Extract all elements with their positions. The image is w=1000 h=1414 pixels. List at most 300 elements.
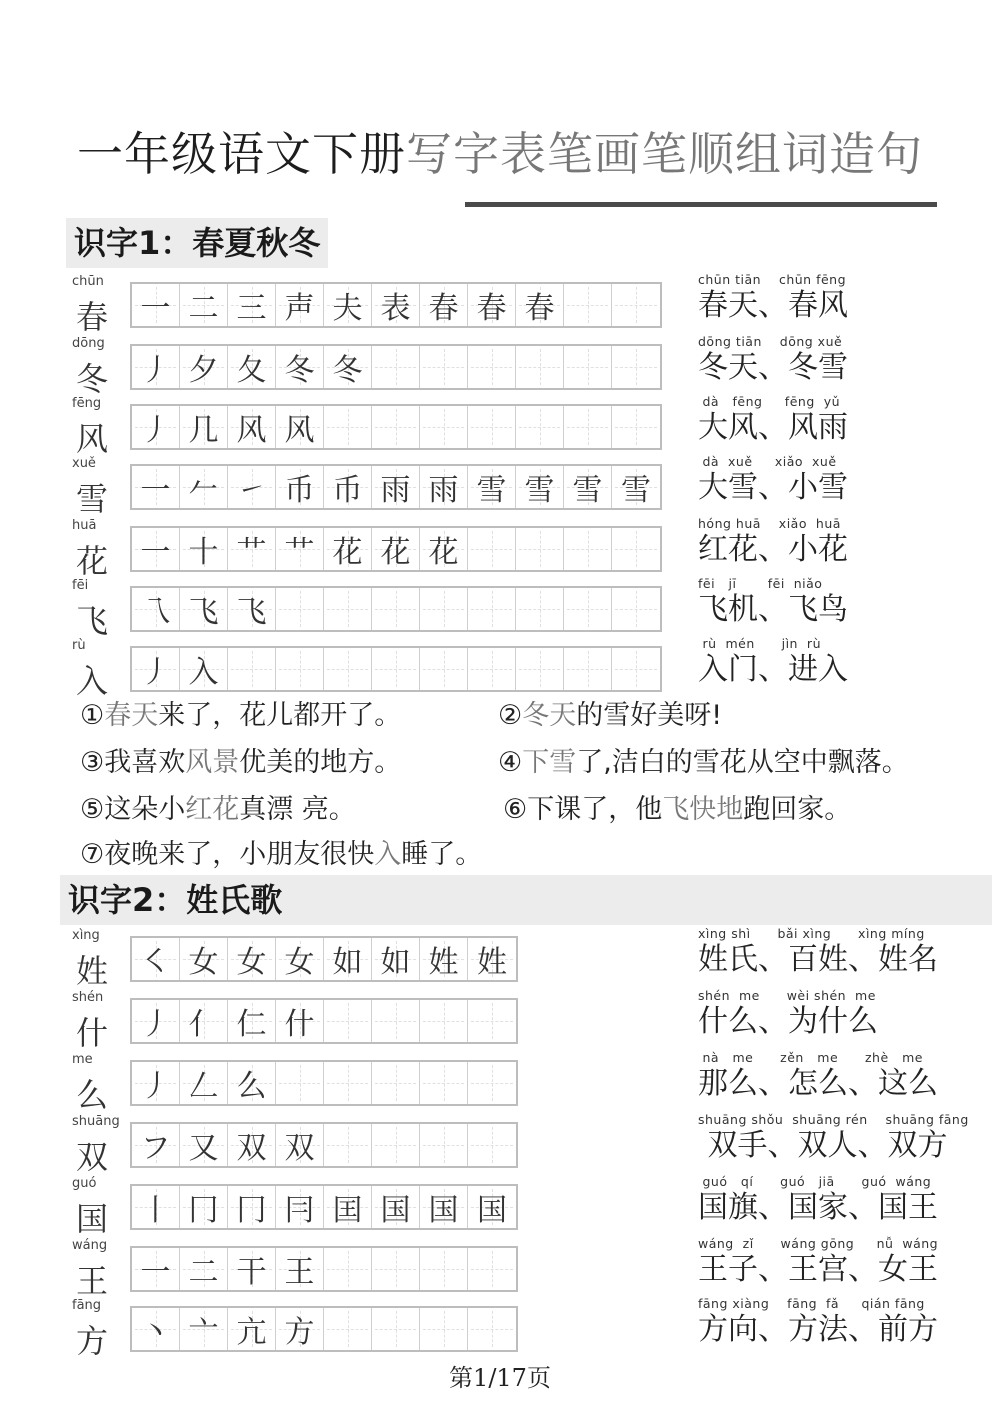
word-pinyin: guó qí guó jiā guó wáng: [698, 1174, 932, 1189]
sentence-hl: 红花: [185, 794, 240, 825]
stroke-step: 雪: [524, 473, 555, 508]
stroke-step: 丿: [140, 1069, 171, 1104]
stroke-cell: [324, 466, 372, 508]
stroke-cell: [276, 648, 324, 690]
stroke-cell: [468, 1248, 516, 1290]
lesson2-heading: 识字2：姓氏歌: [60, 875, 992, 925]
stroke-cell: [372, 528, 420, 570]
word-text: 双手、双人、双方: [698, 1128, 948, 1163]
stroke-cell: [420, 346, 468, 388]
stroke-cell: [276, 284, 324, 326]
stroke-step: 什: [284, 1007, 315, 1042]
stroke-cell: [420, 466, 468, 508]
char-pinyin: rù: [72, 638, 86, 653]
page-number: 第1/17页: [449, 1364, 551, 1392]
word-text: 大雪、小雪: [698, 470, 848, 505]
sentence-before: 夜晚来了，小朋友很快: [104, 839, 375, 870]
sentence-num: ④: [498, 747, 523, 778]
page-title: [0, 118, 1000, 184]
stroke-cell: [564, 284, 612, 326]
stroke-cell: [228, 1186, 276, 1228]
stroke-step: 亢: [236, 1315, 267, 1350]
stroke-grid: [130, 344, 662, 390]
char-label: 雪: [76, 480, 109, 518]
stroke-cell: [180, 1000, 228, 1042]
stroke-cell: [516, 406, 564, 448]
stroke-grid: [130, 404, 662, 450]
stroke-cell: [420, 284, 468, 326]
stroke-step: 王: [284, 1255, 315, 1290]
word-pinyin: fēi jī fēi niǎo: [698, 576, 823, 591]
stroke-step: 冂: [188, 1193, 219, 1228]
stroke-step: 冂: [236, 1193, 267, 1228]
stroke-cell: [516, 528, 564, 570]
char-label: 么: [76, 1076, 109, 1114]
char-pinyin: shuāng: [72, 1114, 120, 1129]
word-group: [698, 454, 848, 506]
stroke-cell: [372, 466, 420, 508]
word-text: 春天、春风: [698, 288, 848, 323]
stroke-cell: [372, 346, 420, 388]
stroke-step: 干: [236, 1255, 267, 1290]
sentence-hl: 春天: [104, 700, 159, 731]
stroke-cell: [468, 1124, 516, 1166]
example-sentence: [503, 787, 851, 826]
char-pinyin: fēi: [72, 578, 89, 593]
stroke-step: 冬: [284, 353, 315, 388]
word-pinyin: dōng tiān dōng xuě: [698, 334, 843, 349]
stroke-cell: [228, 1124, 276, 1166]
char-pinyin: shén: [72, 990, 104, 1005]
stroke-step: 夂: [236, 353, 267, 388]
stroke-cell: [564, 588, 612, 630]
stroke-cell: [324, 1062, 372, 1104]
sentence-after: 来了，花儿都开了。: [158, 700, 402, 731]
char-label: 国: [76, 1200, 109, 1238]
stroke-cell: [132, 1062, 180, 1104]
example-sentence: [80, 693, 401, 732]
stroke-step: 一: [140, 535, 171, 570]
stroke-cell: [612, 466, 660, 508]
stroke-cell: [276, 1000, 324, 1042]
sentence-num: ⑦: [80, 839, 105, 870]
stroke-cell: [324, 284, 372, 326]
stroke-cell: [276, 1124, 324, 1166]
char-pinyin: xìng: [72, 928, 100, 943]
stroke-cell: [180, 1248, 228, 1290]
stroke-cell: [564, 406, 612, 448]
word-text: 那么、怎么、这么: [698, 1066, 938, 1101]
stroke-step: 花: [332, 535, 363, 570]
stroke-cell: [276, 1186, 324, 1228]
stroke-cell: [324, 528, 372, 570]
char-pinyin: me: [72, 1052, 93, 1067]
stroke-step: 如: [380, 945, 411, 980]
stroke-cell: [420, 1000, 468, 1042]
sentence-num: ①: [80, 700, 105, 731]
stroke-grid: [130, 282, 662, 328]
word-group: [698, 394, 848, 446]
char-label: 入: [76, 662, 109, 700]
char-label: 风: [76, 420, 109, 458]
stroke-cell: [564, 528, 612, 570]
char-pinyin: fāng: [72, 1298, 102, 1313]
char-label: 花: [76, 542, 109, 580]
stroke-cell: [372, 284, 420, 326]
word-group: [698, 1174, 938, 1226]
sentence-hl: 飞快地: [662, 794, 744, 825]
stroke-step: 一: [140, 291, 171, 326]
word-text: 姓氏、百姓、姓名: [698, 942, 938, 977]
stroke-step: 雨: [380, 473, 411, 508]
stroke-cell: [228, 1000, 276, 1042]
stroke-cell: [228, 346, 276, 388]
sentence-hl: 风景: [185, 747, 240, 778]
char-label: 王: [76, 1262, 109, 1300]
stroke-step: 双: [236, 1131, 267, 1166]
stroke-cell: [612, 284, 660, 326]
stroke-cell: [372, 1062, 420, 1104]
sentence-after: 真漂 亮。: [239, 794, 356, 825]
stroke-step: 女: [236, 945, 267, 980]
stroke-step: 仁: [236, 1007, 267, 1042]
stroke-cell: [180, 648, 228, 690]
char-pinyin: dōng: [72, 336, 105, 351]
stroke-step: 么: [236, 1069, 267, 1104]
char-label: 春: [76, 298, 109, 336]
stroke-cell: [420, 648, 468, 690]
stroke-grid: [130, 464, 662, 510]
word-group: [698, 576, 848, 628]
stroke-step: 姓: [428, 945, 459, 980]
title-underline: [465, 202, 937, 207]
stroke-step: 囯: [332, 1193, 363, 1228]
stroke-cell: [468, 1186, 516, 1228]
word-group: [698, 516, 848, 568]
stroke-step: 国: [477, 1193, 507, 1228]
stroke-step: 二: [188, 291, 219, 326]
stroke-cell: [324, 346, 372, 388]
stroke-cell: [228, 466, 276, 508]
sentence-after: 了,洁白的雪花从空中飘落。: [576, 747, 909, 778]
word-pinyin: dà fēng fēng yǔ: [698, 394, 841, 409]
stroke-grid: [130, 526, 662, 572]
stroke-step: 国: [428, 1193, 459, 1228]
stroke-step: 姓: [477, 945, 507, 980]
stroke-cell: [468, 406, 516, 448]
stroke-step: 如: [332, 945, 363, 980]
char-label: 飞: [76, 602, 109, 640]
stroke-cell: [372, 1186, 420, 1228]
stroke-step: 风: [236, 413, 267, 448]
stroke-step: 飞: [188, 595, 219, 630]
stroke-step: 雨: [428, 473, 459, 508]
stroke-grid: [130, 998, 518, 1044]
stroke-cell: [372, 938, 420, 980]
stroke-cell: [228, 938, 276, 980]
stroke-step: 双: [284, 1131, 315, 1166]
stroke-cell: [468, 284, 516, 326]
stroke-step: 丿: [140, 413, 171, 448]
word-pinyin: chūn tiān chūn fēng: [698, 272, 847, 287]
stroke-step: 丿: [140, 353, 171, 388]
stroke-cell: [228, 1308, 276, 1350]
stroke-cell: [228, 1248, 276, 1290]
stroke-cell: [180, 1186, 228, 1228]
stroke-step: ㇀: [236, 473, 267, 508]
word-text: 大风、风雨: [698, 410, 848, 445]
stroke-cell: [468, 1000, 516, 1042]
stroke-step: 夕: [188, 353, 219, 388]
stroke-cell: [612, 528, 660, 570]
stroke-step: 十: [188, 535, 219, 570]
stroke-step: 女: [284, 945, 315, 980]
word-pinyin: xìng shì bǎi xìng xìng míng: [698, 926, 925, 941]
stroke-step: 飞: [236, 595, 267, 630]
stroke-cell: [372, 406, 420, 448]
word-text: 王子、王宫、女王: [698, 1252, 938, 1287]
stroke-cell: [180, 1124, 228, 1166]
sentence-after: 睡了。: [401, 839, 483, 870]
title-part1: 一年级语文下册: [77, 127, 406, 181]
stroke-cell: [324, 1308, 372, 1350]
word-group: [698, 1296, 938, 1348]
word-text: 红花、小花: [698, 532, 848, 567]
stroke-cell: [516, 648, 564, 690]
stroke-step: 春: [476, 291, 507, 326]
stroke-cell: [612, 648, 660, 690]
stroke-cell: [276, 1248, 324, 1290]
word-group: [698, 988, 878, 1040]
stroke-step: 冃: [284, 1193, 315, 1228]
stroke-step: 花: [380, 535, 411, 570]
sentence-num: ⑥: [503, 794, 528, 825]
stroke-step: 花: [428, 535, 459, 570]
char-label: 双: [76, 1138, 109, 1176]
word-text: 飞机、飞鸟: [698, 592, 848, 627]
stroke-cell: [420, 406, 468, 448]
stroke-cell: [420, 1062, 468, 1104]
word-text: 方向、方法、前方: [698, 1312, 938, 1347]
stroke-step: 方: [284, 1315, 315, 1350]
stroke-cell: [420, 1124, 468, 1166]
stroke-cell: [132, 1000, 180, 1042]
word-group: [698, 334, 848, 386]
stroke-step: 又: [188, 1131, 219, 1166]
stroke-step: 三: [236, 291, 267, 326]
lesson1-heading: 识字1：春夏秋冬: [66, 218, 328, 268]
stroke-step: 丨: [140, 1193, 171, 1228]
stroke-step: 丿: [140, 655, 171, 690]
stroke-step: 𠃋: [188, 1069, 219, 1104]
stroke-cell: [276, 528, 324, 570]
word-group: [698, 926, 938, 978]
sentence-num: ③: [80, 747, 105, 778]
stroke-step: フ: [140, 1131, 171, 1166]
stroke-cell: [132, 1186, 180, 1228]
word-pinyin: shuāng shǒu shuāng rén shuāng fāng: [698, 1112, 969, 1127]
stroke-cell: [324, 1000, 372, 1042]
sentence-before: 这朵小: [104, 794, 186, 825]
char-label: 方: [76, 1322, 109, 1360]
stroke-step: 夫: [332, 291, 363, 326]
stroke-cell: [228, 284, 276, 326]
word-pinyin: wáng zǐ wáng gōng nǚ wáng: [698, 1236, 939, 1251]
stroke-step: 艹: [284, 535, 315, 570]
stroke-cell: [132, 938, 180, 980]
stroke-cell: [564, 346, 612, 388]
stroke-cell: [180, 588, 228, 630]
stroke-cell: [276, 406, 324, 448]
stroke-cell: [276, 1062, 324, 1104]
sentence-before: 我喜欢: [104, 747, 186, 778]
stroke-step: 艹: [236, 535, 267, 570]
stroke-cell: [324, 1186, 372, 1228]
stroke-cell: [372, 1308, 420, 1350]
stroke-cell: [468, 648, 516, 690]
stroke-cell: [132, 588, 180, 630]
stroke-step: 几: [188, 413, 219, 448]
stroke-cell: [516, 588, 564, 630]
stroke-cell: [180, 466, 228, 508]
word-text: 什么、为什么: [698, 1004, 878, 1039]
stroke-step: ㇛: [140, 945, 171, 980]
stroke-cell: [228, 1062, 276, 1104]
stroke-cell: [516, 346, 564, 388]
stroke-cell: [468, 938, 516, 980]
stroke-cell: [612, 588, 660, 630]
stroke-cell: [324, 588, 372, 630]
stroke-step: 表: [380, 291, 411, 326]
stroke-grid: [130, 1306, 518, 1352]
char-pinyin: fēng: [72, 396, 102, 411]
stroke-step: 雪: [621, 473, 651, 508]
stroke-cell: [180, 346, 228, 388]
stroke-cell: [180, 528, 228, 570]
stroke-step: 亠: [188, 1315, 219, 1350]
word-text: 冬天、冬雪: [698, 350, 848, 385]
char-label: 冬: [76, 360, 109, 398]
word-group: [698, 1050, 938, 1102]
stroke-cell: [324, 1124, 372, 1166]
stroke-grid: [130, 1246, 518, 1292]
stroke-cell: [276, 938, 324, 980]
stroke-cell: [324, 938, 372, 980]
sentence-hl: 冬天: [522, 700, 577, 731]
char-pinyin: huā: [72, 518, 97, 533]
stroke-cell: [132, 346, 180, 388]
stroke-step: 春: [428, 291, 459, 326]
stroke-step: 冬: [332, 353, 363, 388]
stroke-step: 亻: [188, 1007, 219, 1042]
sentence-after: 优美的地方。: [239, 747, 402, 778]
example-sentence: [498, 693, 722, 732]
stroke-cell: [132, 528, 180, 570]
stroke-cell: [612, 406, 660, 448]
char-pinyin: guó: [72, 1176, 97, 1191]
stroke-step: 丿: [140, 1007, 171, 1042]
stroke-cell: [132, 284, 180, 326]
stroke-cell: [372, 588, 420, 630]
stroke-cell: [324, 406, 372, 448]
char-label: 什: [76, 1014, 109, 1052]
char-label: 姓: [76, 952, 109, 990]
stroke-cell: [180, 1308, 228, 1350]
char-pinyin: xuě: [72, 456, 96, 471]
stroke-cell: [468, 1308, 516, 1350]
stroke-cell: [372, 648, 420, 690]
word-group: [698, 272, 848, 324]
stroke-step: 𠂉: [188, 473, 219, 508]
stroke-cell: [228, 406, 276, 448]
example-sentence: [80, 740, 401, 779]
stroke-grid: [130, 586, 662, 632]
stroke-cell: [372, 1000, 420, 1042]
stroke-step: 一: [140, 473, 171, 508]
stroke-cell: [180, 1062, 228, 1104]
sentence-hl: 入: [374, 839, 402, 870]
stroke-cell: [420, 938, 468, 980]
stroke-cell: [516, 466, 564, 508]
stroke-cell: [468, 346, 516, 388]
stroke-grid: [130, 1184, 518, 1230]
stroke-cell: [180, 406, 228, 448]
stroke-cell: [180, 938, 228, 980]
stroke-cell: [372, 1124, 420, 1166]
stroke-step: 币: [332, 473, 363, 508]
stroke-cell: [228, 528, 276, 570]
word-text: 国旗、国家、国王: [698, 1190, 938, 1225]
sentence-num: ⑤: [80, 794, 105, 825]
stroke-cell: [420, 1186, 468, 1228]
stroke-cell: [132, 1248, 180, 1290]
stroke-cell: [228, 588, 276, 630]
stroke-cell: [516, 284, 564, 326]
stroke-step: 币: [284, 473, 315, 508]
stroke-cell: [372, 1248, 420, 1290]
char-pinyin: wáng: [72, 1238, 108, 1253]
stroke-cell: [132, 648, 180, 690]
stroke-cell: [228, 648, 276, 690]
sentence-num: ②: [498, 700, 523, 731]
sentence-after: 跑回家。: [743, 794, 852, 825]
stroke-cell: [276, 466, 324, 508]
word-group: [698, 636, 848, 688]
stroke-cell: [420, 1248, 468, 1290]
stroke-cell: [276, 1308, 324, 1350]
stroke-grid: [130, 936, 518, 982]
stroke-step: 国: [380, 1193, 411, 1228]
stroke-cell: [564, 648, 612, 690]
stroke-step: 雪: [476, 473, 507, 508]
word-pinyin: hóng huā xiǎo huā: [698, 516, 841, 531]
stroke-step: 一: [140, 1255, 171, 1290]
stroke-step: 风: [284, 413, 315, 448]
word-pinyin: shén me wèi shén me: [698, 988, 876, 1003]
stroke-step: 丶: [140, 1315, 171, 1350]
stroke-cell: [276, 346, 324, 388]
title-part2: 写字表笔画笔顺组词造句: [406, 127, 923, 181]
sentence-after: 的雪好美呀!: [576, 700, 723, 731]
stroke-cell: [132, 1308, 180, 1350]
stroke-step: 雪: [572, 473, 603, 508]
char-pinyin: chūn: [72, 274, 104, 289]
stroke-cell: [180, 284, 228, 326]
word-group: [698, 1112, 969, 1164]
stroke-cell: [420, 528, 468, 570]
example-sentence: [498, 740, 909, 779]
stroke-cell: [420, 1308, 468, 1350]
